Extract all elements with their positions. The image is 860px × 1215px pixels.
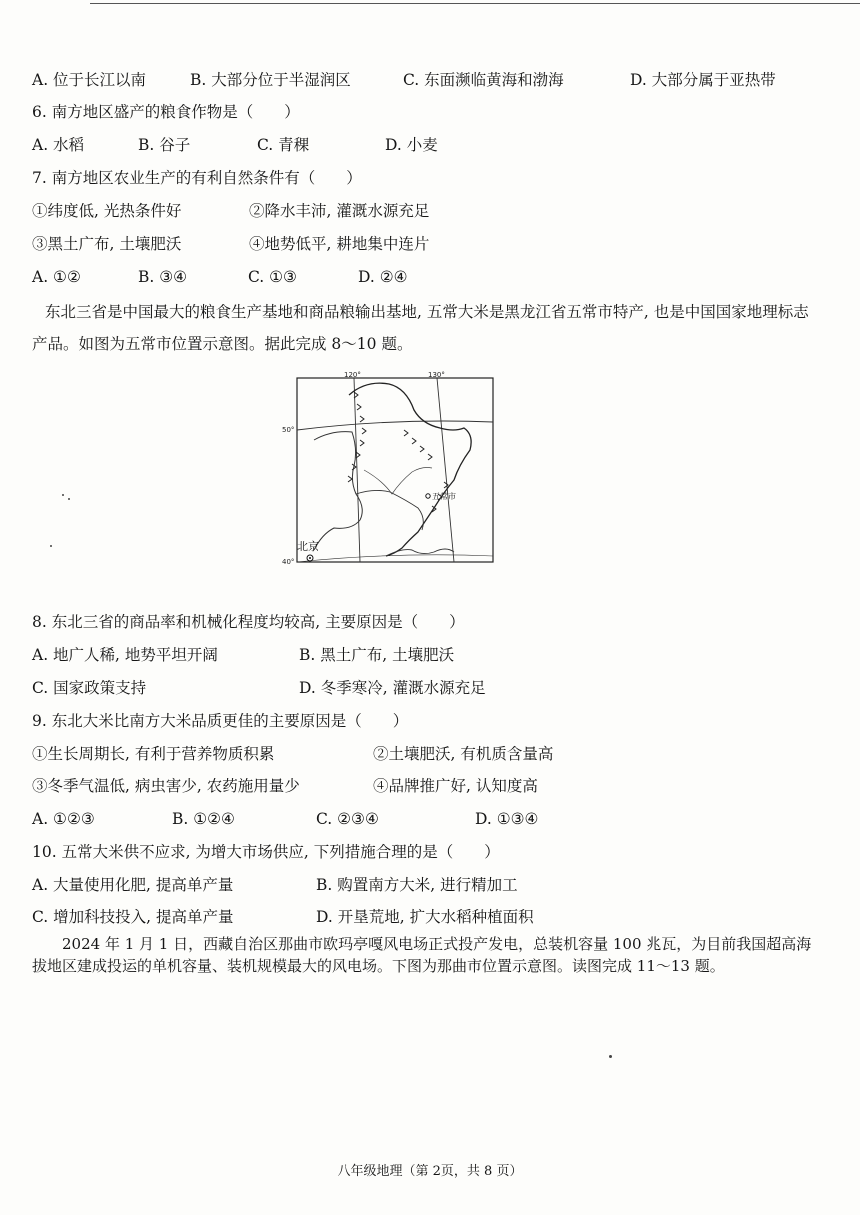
map-lat-40: 40° [282,558,295,566]
header-rule [90,3,860,4]
q5-option-c: C. 东面濒临黄海和渤海 [403,71,564,89]
map-lon-130: 130° [428,371,445,379]
scan-speck [62,494,64,496]
q10-option-c: C. 增加科技投入, 提高单产量 [32,908,234,926]
q6-option-a: A. 水稻 [32,136,85,154]
q8-stem: 8. 东北三省的商品率和机械化程度均较高, 主要原因是（ ） [32,613,465,631]
q8-option-c: C. 国家政策支持 [32,679,147,697]
q7-statement-1: ①纬度低, 光热条件好 [32,202,182,220]
q10-option-b: B. 购置南方大米, 进行精加工 [316,876,518,894]
q10-option-a: A. 大量使用化肥, 提高单产量 [32,876,234,894]
q8-option-b: B. 黑土广布, 土壤肥沃 [299,646,455,664]
q7-option-b: B. ③④ [138,268,188,286]
page-footer: 八年级地理（第 2页，共 8 页） [337,1164,523,1179]
q9-option-c: C. ②③④ [316,810,379,828]
q6-stem: 6. 南方地区盛产的粮食作物是（ ） [32,103,300,121]
scan-speck [68,498,70,500]
q6-option-d: D. 小麦 [385,136,438,154]
map-lat-50: 50° [282,426,295,434]
q9-statement-4: ④品牌推广好, 认知度高 [373,777,538,795]
map-lon-120: 120° [344,371,361,379]
q7-statement-3: ③黑土广布, 土壤肥沃 [32,235,182,253]
scan-speck [609,1055,612,1058]
q7-stem: 7. 南方地区农业生产的有利自然条件有（ ） [32,169,362,187]
wuchang-location-map [282,370,497,566]
q9-option-a: A. ①②③ [32,810,95,828]
q6-option-c: C. 青稞 [257,136,310,154]
intro-paragraph-8-10: 东北三省是中国最大的粮食生产基地和商品粮输出基地, 五常大米是黑龙江省五常市特产, 也是中国国家地理标志产品。如图为五常市位置示意图。据此完成 8～10 题。 [32,303,809,353]
q7-option-c: C. ①③ [248,268,297,286]
q5-option-b: B. 大部分位于半湿润区 [190,71,351,89]
q10-option-d: D. 开垦荒地, 扩大水稻种植面积 [316,908,534,926]
q6-option-b: B. 谷子 [138,136,191,154]
q7-statement-2: ②降水丰沛, 灌溉水源充足 [249,202,430,220]
q10-stem: 10. 五常大米供不应求, 为增大市场供应, 下列措施合理的是（ ） [32,843,500,861]
q5-option-d: D. 大部分属于亚热带 [630,71,776,89]
q9-statement-2: ②土壤肥沃, 有机质含量高 [373,745,554,763]
q7-statement-4: ④地势低平, 耕地集中连片 [249,235,430,253]
q7-option-d: D. ②④ [358,268,408,286]
q9-option-b: B. ①②④ [172,810,235,828]
q9-option-d: D. ①③④ [475,810,539,828]
q9-statement-1: ①生长周期长, 有利于营养物质积累 [32,745,275,763]
map-label-beijing: 北京 [297,540,319,553]
q5-option-a: A. 位于长江以南 [32,71,147,89]
scan-speck [50,545,52,547]
intro-paragraph-11-13: 2024 年 1 月 1 日，西藏自治区那曲市欧玛亭嘎风电场正式投产发电，总装机容量 100 兆瓦，为目前我国超高海拔地区建成投运的单机容量、装机规模最大的风电场。下图为那曲市位置示意图。读图完成 11～13 题。 [32,935,812,975]
q7-option-a: A. ①② [32,268,81,286]
q8-option-a: A. 地广人稀, 地势平坦开阔 [32,646,218,664]
q9-statement-3: ③冬季气温低, 病虫害少, 农药施用量少 [32,777,300,795]
q8-option-d: D. 冬季寒冷, 灌溉水源充足 [299,679,486,697]
q9-stem: 9. 东北大米比南方大米品质更佳的主要原因是（ ） [32,712,409,730]
map-label-wuchang: 五常市 [432,492,456,501]
